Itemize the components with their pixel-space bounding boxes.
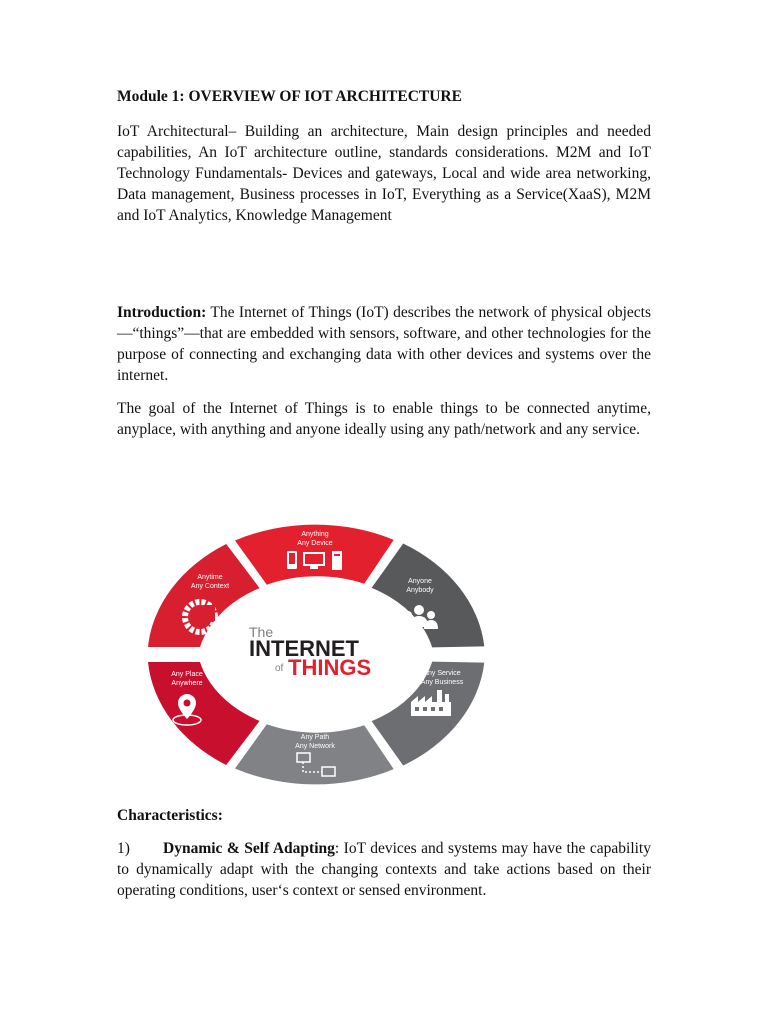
center-title-the: The <box>249 624 274 640</box>
segment-anyone <box>372 544 485 648</box>
characteristic-text: : IoT devices and systems may have the capability to dynamically adapt with the changing contexts and take actions based on their operating conditions, user‘s context or sensed environment. <box>117 840 651 899</box>
goal-paragraph: The goal of the Internet of Things is to enable things to be connected anytime, anyplace, with anything and anyone ideally using any path/network and any service. <box>117 400 651 438</box>
segment-label-any-path-2: Any Network <box>295 743 335 750</box>
segment-label-any-service-2: Any Business <box>420 679 464 686</box>
characteristics-heading: Characteristics: <box>117 807 223 824</box>
segment-label-anything-2: Any Device <box>297 540 333 547</box>
introduction-label: Introduction: <box>117 304 207 321</box>
center-title-things: THINGS <box>288 655 372 680</box>
introduction-text: The Internet of Things (IoT) describes the network of physical objects—“things”—that are embedded with sensors, software, and other technologies for the purpose of connecting and exchanging data with other devices and systems over the internet. <box>117 304 651 384</box>
segment-label-anyone-2: Anybody <box>406 587 434 594</box>
introduction-paragraph <box>117 302 651 386</box>
iot-diagram <box>145 517 485 792</box>
segment-label-anytime-1: Anytime <box>197 574 223 581</box>
segment-label-anything-1: Anything <box>301 531 329 538</box>
syllabus-paragraph: IoT Architectural– Building an architecture, Main design principles and needed capabilities, An IoT architecture outline, standards considerations. M2M and IoT Technology Fundamentals- Devices and gateways, Local and wide area networking, Data management, Business processes in IoT, Everything as a Service(XaaS), M2M and IoT Analytics, Knowledge Management <box>117 123 651 224</box>
characteristic-number: 1) <box>117 840 130 857</box>
devices-icon <box>287 551 342 570</box>
characteristic-item-1 <box>117 838 651 901</box>
segment-any-place <box>148 662 260 765</box>
center-title-of: of <box>275 663 284 674</box>
segment-label-any-place-2: Anywhere <box>171 680 203 687</box>
module-title: Module 1: OVERVIEW OF IOT ARCHITECTURE <box>117 88 462 105</box>
center-title-internet: INTERNET <box>249 636 359 661</box>
segment-label-any-place-1: Any Place <box>171 671 203 678</box>
segment-label-any-service-1: Any Service <box>423 670 461 677</box>
segment-label-any-path-1: Any Path <box>300 734 330 741</box>
characteristic-label: Dynamic & Self Adapting <box>163 840 335 857</box>
iot-ring-svg <box>145 517 485 792</box>
segment-label-anytime-2: Any Context <box>190 583 230 590</box>
segment-label-anyone-1: Anyone <box>408 578 432 585</box>
